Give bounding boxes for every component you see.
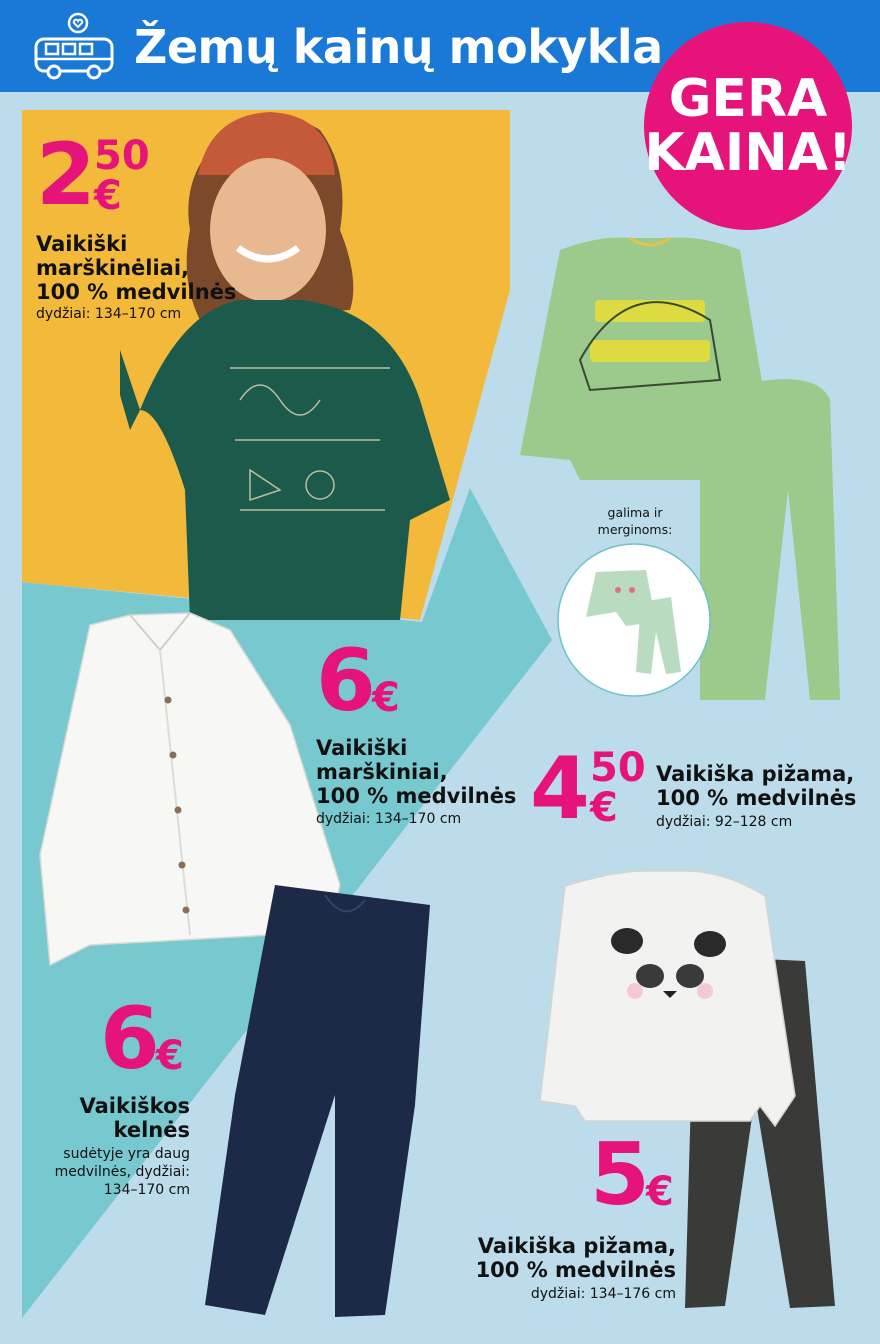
girls-note xyxy=(570,504,700,538)
pants-title xyxy=(80,1094,190,1142)
panda-pajama-price-main: 5 xyxy=(590,1125,650,1225)
badge-line-2: KAINA! xyxy=(644,123,852,183)
good-price-badge xyxy=(644,22,852,230)
page-title: Žemų kainų mokykla xyxy=(134,20,663,74)
navy-pants-photo xyxy=(195,885,435,1325)
shirt-price-currency: € xyxy=(372,675,400,721)
dino-pajama-title-line-2: 100 % medvilnės xyxy=(656,786,857,810)
panda-pajama-title-line-1: Vaikiška pižama, xyxy=(477,1234,676,1258)
shirt-title xyxy=(316,736,516,808)
pants-title-line-2: kelnės xyxy=(113,1118,190,1142)
tshirt-photo xyxy=(120,110,450,620)
shirt-price-main: 6 xyxy=(316,631,376,731)
badge-line-1: GERA xyxy=(668,69,828,129)
tshirt-title-line-2: marškinėliai, xyxy=(36,256,190,280)
tshirt-title-line-3: 100 % medvilnės xyxy=(36,280,237,304)
panda-pajama-sizes: dydžiai: 134–176 cm xyxy=(530,1286,676,1302)
pants-note-line-3: 134–170 cm xyxy=(103,1182,190,1198)
tshirt-price-currency: € xyxy=(94,173,122,219)
pants-price xyxy=(100,989,200,1089)
dino-pajama-price-main: 4 xyxy=(530,739,590,839)
dino-pajama-price-cents: 50 xyxy=(590,745,646,791)
pants-price-main: 6 xyxy=(100,989,160,1089)
tshirt-price xyxy=(36,125,156,225)
tshirt-price-main: 2 xyxy=(36,125,96,225)
panda-pajama-price-currency: € xyxy=(646,1169,674,1215)
girls-note-line-1: galima ir xyxy=(607,505,663,520)
bus-heart-icon xyxy=(30,12,116,82)
dino-pajama-title-line-1: Vaikiška pižama, xyxy=(656,762,855,786)
girls-pajama-thumbnail xyxy=(556,542,712,698)
dino-pajama-price xyxy=(530,739,652,839)
dino-pajama-sizes: dydžiai: 92–128 cm xyxy=(656,814,793,830)
shirt-sizes: dydžiai: 134–170 cm xyxy=(316,811,462,827)
pants-note xyxy=(55,1145,190,1199)
tshirt-title xyxy=(36,232,236,304)
pants-note-line-1: sudėtyje yra daug xyxy=(63,1146,190,1162)
shirt-title-line-3: 100 % medvilnės xyxy=(316,784,517,808)
dino-pajama-price-currency: € xyxy=(590,785,618,831)
shirt-price xyxy=(316,631,426,731)
shirt-title-line-2: marškiniai, xyxy=(316,760,448,784)
panda-pajama-title xyxy=(476,1234,676,1282)
dino-pajama-title xyxy=(656,762,856,810)
tshirt-title-line-1: Vaikiški xyxy=(36,232,128,256)
shirt-title-line-1: Vaikiški xyxy=(316,736,408,760)
tshirt-sizes: dydžiai: 134–170 cm xyxy=(36,306,182,322)
pants-note-line-2: medvilnės, dydžiai: xyxy=(54,1164,190,1180)
panda-pajama-title-line-2: 100 % medvilnės xyxy=(475,1258,676,1282)
tshirt-price-cents: 50 xyxy=(94,133,150,179)
pants-title-line-1: Vaikiškos xyxy=(79,1094,190,1118)
girls-note-line-2: merginoms: xyxy=(597,522,673,537)
pants-price-currency: € xyxy=(156,1033,184,1079)
panda-pajama-price xyxy=(590,1125,690,1225)
